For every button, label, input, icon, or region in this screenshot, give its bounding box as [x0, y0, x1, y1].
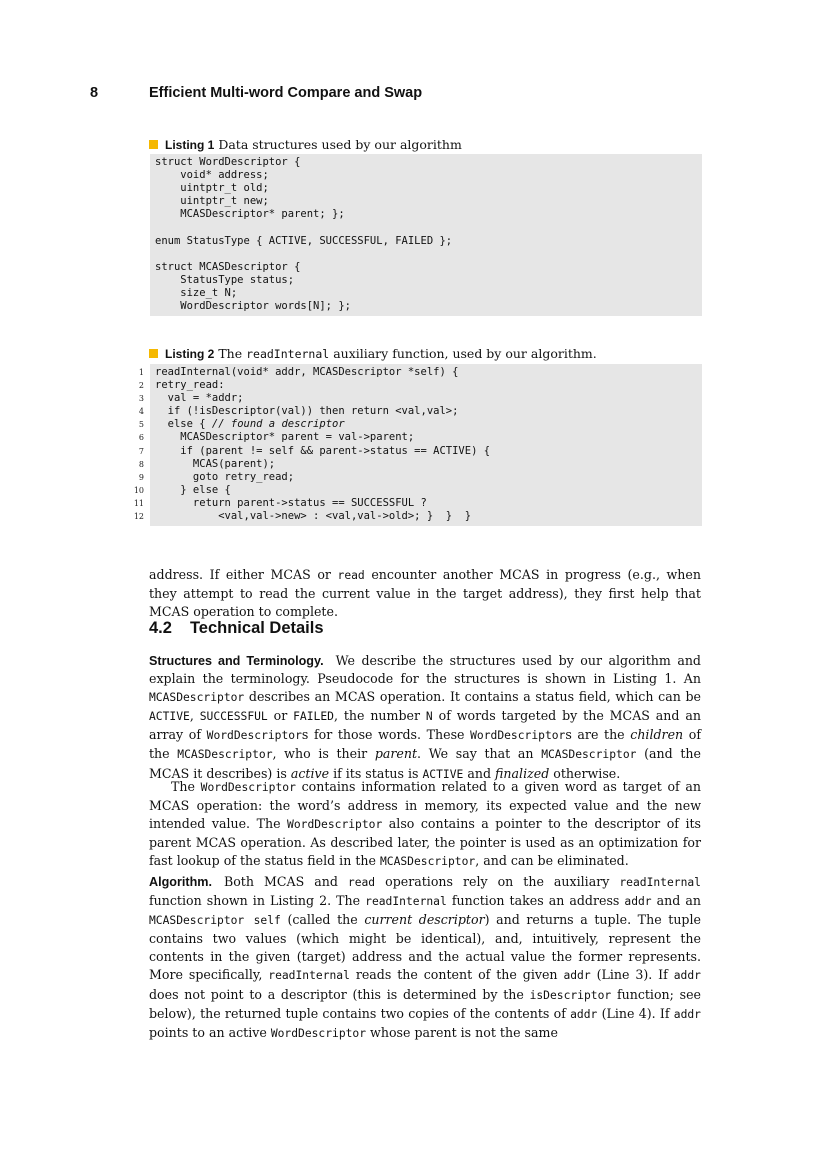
code-line — [155, 221, 702, 234]
listing2-caption — [149, 346, 597, 362]
running-header — [90, 85, 710, 105]
worddescriptor-paragraph: The WordDescriptor contains information related to a given word as target of an MCAS operation: the word’s address in memory, its expected value and the new intended value. The WordDescriptor also contains a pointer to the descriptor of its parent MCAS operation. As described later, the pointer is used as an optimization for fast lookup of the status field in the MCASDescriptor, and can be eliminated. — [149, 779, 701, 869]
code-line — [138, 457, 702, 471]
section-title: Technical Details — [189, 619, 324, 637]
code-line: struct WordDescriptor { — [155, 156, 301, 168]
code-text: MCAS(parent); — [155, 457, 276, 470]
line-number: 9 — [138, 472, 144, 482]
code-text: MCASDescriptor* parent = val->parent; — [155, 431, 415, 444]
listing1-code-block — [150, 154, 702, 316]
caption-marker-icon — [149, 349, 158, 358]
code-line — [155, 248, 702, 261]
code-line — [138, 431, 702, 444]
code-line: void* address; — [155, 169, 269, 182]
running-title: Efficient Multi-word Compare and Swap — [149, 85, 423, 101]
line-number: 10 — [133, 485, 144, 495]
code-line — [133, 496, 702, 510]
line-number: 11 — [133, 498, 144, 508]
code-line: size_t N; — [155, 286, 238, 299]
code-line: MCASDescriptor* parent; }; — [155, 208, 345, 221]
code-line: StatusType status; — [155, 273, 295, 286]
code-text: if (parent != self && parent->status == ACTIVE) { — [155, 444, 491, 457]
line-number: 8 — [138, 459, 144, 469]
listing2-code-block — [133, 364, 702, 526]
code-line: uintptr_t old; — [155, 182, 269, 195]
code-text: <val,val->new> : <val,val->old>; } } } — [155, 510, 472, 523]
code-line: uintptr_t new; — [155, 195, 269, 208]
caption-marker-icon — [149, 140, 158, 149]
code-line: struct MCASDescriptor { — [155, 260, 301, 273]
intro-paragraph: address. If either MCAS or read encounter another MCAS in progress (e.g., when they attempt to read the current value in the target address), they first help that MCAS operation to complete. — [149, 567, 701, 620]
line-number: 2 — [138, 381, 144, 391]
code-comment: // found a descriptor — [211, 418, 345, 431]
code-text: goto retry_read; — [155, 470, 295, 483]
code-text: if (!isDescriptor(val)) then return <val,val>; — [155, 405, 459, 418]
section-number: 4.2 — [149, 619, 172, 637]
code-line — [138, 444, 702, 458]
code-text: else { — [155, 418, 212, 431]
listing2-caption-prefix: The — [218, 346, 243, 361]
algorithm-paragraph: Algorithm. Both MCAS and read operations rely on the auxiliary readInternal function shown in Listing 2. The readInternal function takes an address addr and an MCASDescriptor self (called the current descriptor) and returns a tuple. The tuple contains two values (which might be identical), and, intuitively, represent the contents in the given (target) address and the actual value the former represents. More specifically, readInternal reads the content of the given addr (Line 3). If addr does not point to a descriptor (this is determined by the isDescriptor function; see below), the returned tuple contains two copies of the contents of addr (Line 4). If addr points to an active WordDescriptor whose parent is not the same — [149, 874, 701, 1040]
line-number: 1 — [138, 368, 144, 377]
code-line — [138, 379, 702, 392]
page-number: 8 — [90, 85, 99, 101]
listing2-caption-code: readInternal — [246, 347, 330, 361]
code-line: enum StatusType { ACTIVE, SUCCESSFUL, FAILED }; — [155, 234, 453, 247]
code-line — [138, 470, 702, 484]
line-number: 3 — [138, 394, 144, 404]
code-text: return parent->status == SUCCESSFUL ? — [155, 496, 427, 509]
listing1-caption — [149, 137, 462, 153]
structures-paragraph: Structures and Terminology. We describe the structures used by our algorithm and explain the terminology. Pseudocode for the structures is shown in Listing 1. An MCASDescriptor describes an MCAS operation. It contains a status field, which can be ACTIVE, SUCCESSFUL or FAILED, the number N of words targeted by the MCAS and an array of WordDescriptors for those words. These WordDescriptors are the children of the MCASDescriptor, who is their parent. We say that an MCASDescriptor (and the MCAS it describes) is active if its status is ACTIVE and finalized otherwise. — [149, 653, 702, 781]
code-text: readInternal(void* addr, MCASDescriptor *self) { — [155, 366, 459, 378]
listing2-caption-suffix: auxiliary function, used by our algorithm. — [333, 346, 597, 361]
listing2-label: Listing 2 — [165, 347, 215, 361]
code-line — [138, 418, 702, 431]
section-heading — [149, 619, 324, 638]
line-number: 7 — [138, 446, 144, 456]
code-text: retry_read: — [155, 379, 225, 392]
line-number: 12 — [133, 512, 144, 522]
code-text: val = *addr; — [155, 392, 244, 405]
code-line — [138, 366, 702, 379]
line-number: 6 — [138, 433, 144, 443]
line-number: 4 — [138, 407, 144, 417]
code-line — [138, 392, 702, 405]
paragraph-heading: Structures and Terminology. — [149, 654, 324, 668]
paragraph-heading: Algorithm. — [149, 875, 212, 889]
code-line — [138, 405, 702, 418]
listing1-caption-text: Data structures used by our algorithm — [218, 137, 462, 152]
code-text: } else { — [155, 483, 231, 496]
code-line — [133, 510, 702, 523]
line-number: 5 — [138, 420, 144, 430]
code-line: WordDescriptor words[N]; }; — [155, 300, 351, 313]
listing1-label: Listing 1 — [165, 138, 215, 152]
code-line — [133, 483, 702, 497]
